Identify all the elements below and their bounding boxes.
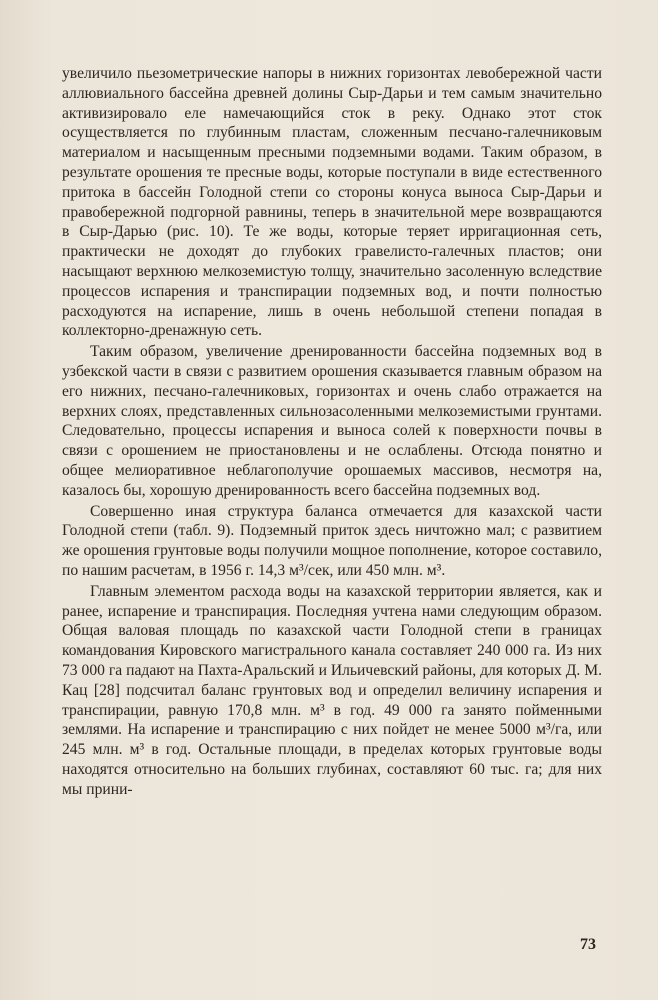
paragraph-2: Таким образом, увеличение дренированности бассейна подземных вод в узбекской части в связи с развитием орошения сказывается главным образом на его нижних, песчано-галечниковых, горизонтах и очень слабо отражается на верхних слоях, представленных сильнозасоленными мелкоземистыми грунтами. Следовательно, процессы испарения и выноса солей к поверхности почвы в связи с орошением не приостановлены и не ослаблены. Отсюда понятно и общее мелиоративное неблагополучие орошаемых массивов, несмотря на, казалось бы, хорошую дренированность всего бассейна подземных вод. (62, 343, 602, 499)
paragraph-1: увеличило пьезометрические напоры в нижних горизонтах левобережной части аллювиального бассейна древней долины Сыр-Дарьи и тем самым значительно активизировало еле намечающийся сток в реку. Однако этот сток осуществляется по глубинным пластам, сложенным песчано-галечниковым материалом и насыщенным пресными подземными водами. Таким образом, в результате орошения те пресные воды, которые поступали в виде естественного притока в бассейн Голодной степи со стороны конуса выноса Сыр-Дарьи и правобережной подгорной равнины, теперь в значительной мере возвращаются в Сыр-Дарью (рис. 10). Те же воды, которые теряет ирригационная сеть, практически не доходят до глубоких гравелисто-галечных пластов; они насыщают верхнюю мелкоземистую толщу, значительно засоленную вследствие процессов испарения и транспирации подземных вод, и почти полностью расходуются на испарение, лишь в очень небольшой степени попадая в коллекторно-дренажную сеть. (62, 65, 602, 340)
page-number: 73 (580, 936, 596, 953)
paragraph-4: Главным элементом расхода воды на казахской территории является, как и ранее, испарение и транспирация. Последняя учтена нами следующим образом. Общая валовая площадь по казахской части Голодной степи в границах командования Кировского магистрального канала составляет 240 000 га. Из них 73 000 га падают на Пахта-Аральский и Ильичевский районы, для которых Д. М. Кац [28] подсчитал баланс грунтовых вод и определил величину испарения и транспирации, равную 170,8 млн. м³ в год. 49 000 га занято пойменными землями. На испарение и транспирацию с них пойдет не менее 5000 м³/га, или 245 млн. м³ в год. Остальные площади, в пределах которых грунтовые воды находятся относительно на больших глубинах, составляют 60 тыс. га; для них мы прини- (62, 582, 602, 798)
body-text (62, 64, 602, 800)
paragraph-3: Совершенно иная структура баланса отмечается для казахской части Голодной степи (табл. 9). Подземный приток здесь ничтожно мал; с развитием же орошения грунтовые воды получили мощное пополнение, которое составило, по нашим расчетам, в 1956 г. 14,3 м³/сек, или 450 млн. м³. (62, 502, 602, 579)
